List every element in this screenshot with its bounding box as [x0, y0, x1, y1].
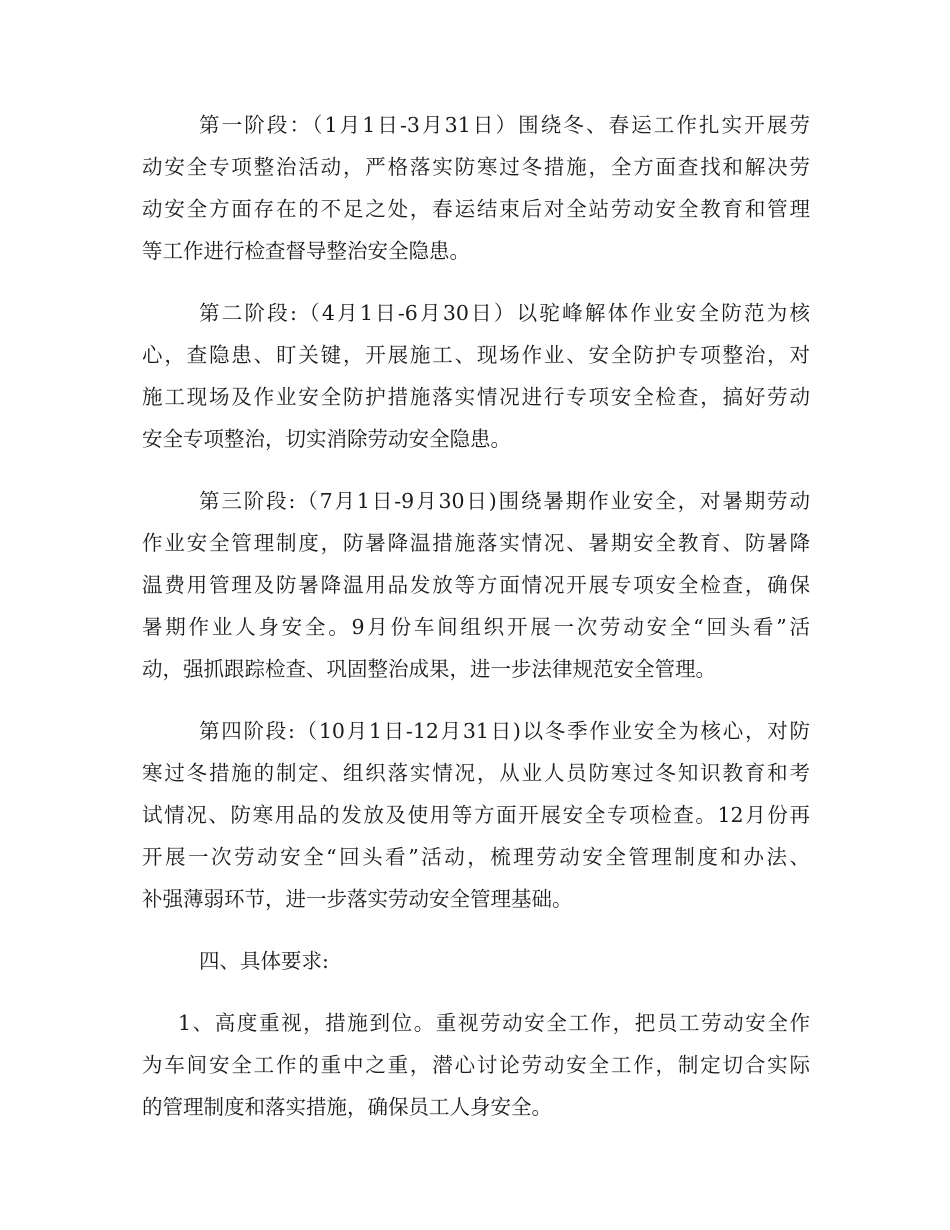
text-line: 等工作进行检查督导整治安全隐患。 — [142, 239, 470, 263]
text-line: 第二阶段:（4月1日-6月30日）以驼峰解体作业安全防范为核 — [199, 301, 810, 325]
text-line: 补强薄弱环节，进一步落实劳动安全管理基础。 — [142, 887, 573, 911]
text-line: 心，查隐患、盯关键，开展施工、现场作业、安全防护专项整治，对 — [142, 343, 810, 367]
paragraph-phase-one — [142, 104, 810, 272]
text-line: 作业安全管理制度，防暑降温措施落实情况、暑期安全教育、防暑降 — [142, 531, 810, 555]
paragraph-phase-two — [142, 292, 810, 460]
text-line: 寒过冬措施的制定、组织落实情况，从业人员防寒过冬知识教育和考 — [142, 761, 810, 785]
text-line: 动安全方面存在的不足之处，春运结束后对全站劳动安全教育和管理 — [142, 197, 810, 221]
document-page — [142, 104, 810, 1128]
text-line: 开展一次劳动安全“回头看”活动，梳理劳动安全管理制度和办法、 — [142, 845, 810, 869]
text-line: 温费用管理及防暑降温用品发放等方面情况开展专项安全检查，确保 — [142, 573, 810, 597]
section-heading-requirements — [142, 940, 810, 982]
text-line: 第一阶段：（1月1日-3月31日）围绕冬、春运工作扎实开展劳 — [199, 113, 810, 137]
text-line: 的管理制度和落实措施，确保员工人身安全。 — [142, 1095, 552, 1119]
text-line: 动安全专项整治活动，严格落实防寒过冬措施，全方面查找和解决劳 — [142, 155, 810, 179]
text-line: 第四阶段:（10月1日-12月31日)以冬季作业安全为核心，对防 — [199, 719, 810, 743]
text-line: 试情况、防寒用品的发放及使用等方面开展安全专项检查。12月份再 — [142, 803, 810, 827]
text-line: 1、高度重视，措施到位。重视劳动安全工作，把员工劳动安全作 — [178, 1011, 810, 1035]
text-line: 安全专项整治，切实消除劳动安全隐患。 — [142, 427, 511, 451]
paragraph-requirement-one — [142, 1002, 810, 1128]
section-heading: 四、具体要求: — [199, 949, 329, 973]
text-line: 动，强抓跟踪检查、巩固整治成果，进一步法律规范安全管理。 — [142, 657, 716, 681]
paragraph-phase-four — [142, 710, 810, 920]
paragraph-phase-three — [142, 480, 810, 690]
text-line: 第三阶段:（7月1日-9月30日)围绕暑期作业安全，对暑期劳动 — [199, 489, 810, 513]
text-line: 施工现场及作业安全防护措施落实情况进行专项安全检查，搞好劳动 — [142, 385, 810, 409]
text-line: 暑期作业人身安全。9月份车间组织开展一次劳动安全“回头看”活 — [142, 615, 810, 639]
text-line: 为车间安全工作的重中之重，潜心讨论劳动安全工作，制定切合实际 — [142, 1053, 810, 1077]
